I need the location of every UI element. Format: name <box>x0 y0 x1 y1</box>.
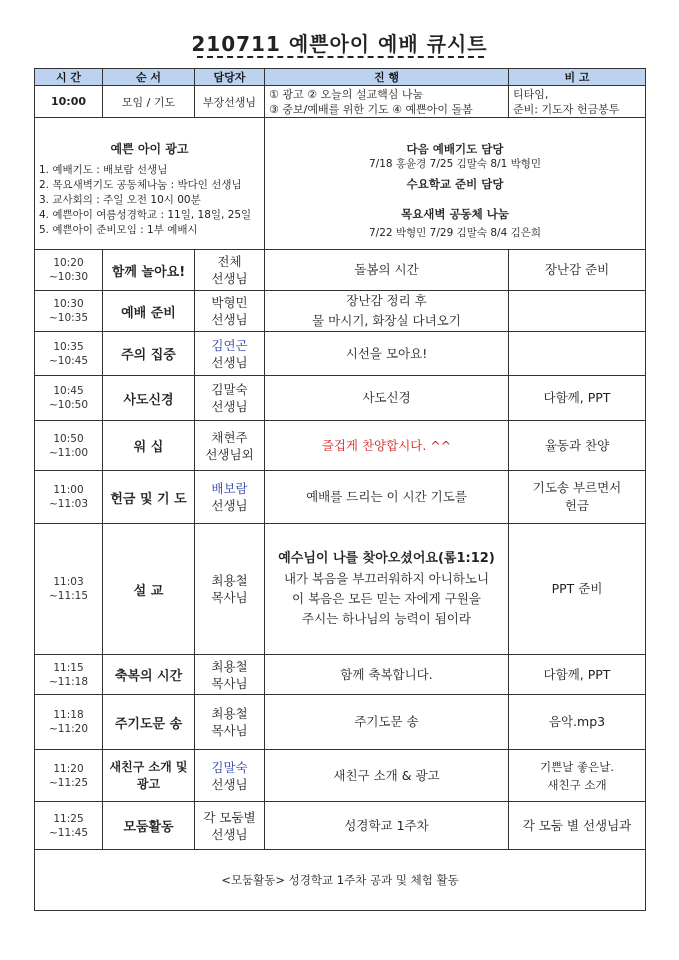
header-order: 순 서 <box>103 69 195 86</box>
row-time: 10:45 ~10:50 <box>35 376 103 421</box>
header-leader: 담당자 <box>195 69 265 86</box>
row-leader: 각 모둠별 선생님 <box>195 802 265 850</box>
notice-right <box>265 118 646 250</box>
opening-progress <box>265 86 509 118</box>
row-leader: 박형민 선생님 <box>195 291 265 332</box>
row-progress: 시선을 모아요! <box>265 332 509 376</box>
opening-leader: 부장선생님 <box>195 86 265 118</box>
footer-note: <모둠활동> 성경학교 1주차 공과 및 체험 활동 <box>35 850 646 911</box>
thu-dawn-line: 7/22 박형민 7/29 김말숙 8/4 김은희 <box>368 226 542 239</box>
row-time: 11:25 ~11:45 <box>35 802 103 850</box>
row-leader: 채현주 선생님외 <box>195 421 265 471</box>
row-note: PPT 준비 <box>509 524 646 655</box>
row-leader: 최용철 목사님 <box>195 695 265 750</box>
header-row <box>35 69 646 86</box>
row-time: 11:00 ~11:03 <box>35 471 103 524</box>
wed-school-title: 수요학교 준비 담당 <box>406 176 504 191</box>
table-row <box>35 376 646 421</box>
opening-note <box>509 86 646 118</box>
thu-dawn-title: 목요새벽 공동체 나눔 <box>401 206 509 221</box>
row-time: 10:30 ~10:35 <box>35 291 103 332</box>
header-time: 시 간 <box>35 69 103 86</box>
notice-left <box>35 118 265 250</box>
row-order: 예배 준비 <box>103 291 195 332</box>
row-progress: 즐겁게 찬양합시다. ^^ <box>265 421 509 471</box>
opening-time: 10:00 <box>35 86 103 118</box>
opening-order: 모임 / 기도 <box>103 86 195 118</box>
row-order: 모둠활동 <box>103 802 195 850</box>
table-row <box>35 695 646 750</box>
row-leader: 전체 선생님 <box>195 250 265 291</box>
sermon-title: 예수님이 나를 찾아오셨어요(롬1:12) <box>278 551 495 566</box>
table-row <box>35 421 646 471</box>
row-order: 워 십 <box>103 421 195 471</box>
row-note: 음악.mp3 <box>509 695 646 750</box>
table-row <box>35 750 646 802</box>
notice-item: 1. 예배기도 : 배보람 선생님 <box>39 163 168 176</box>
row-progress: 예배를 드리는 이 시간 기도를 <box>265 471 509 524</box>
row-leader: 김연곤 선생님 <box>195 332 265 376</box>
row-order: 주의 집중 <box>103 332 195 376</box>
table-row <box>35 471 646 524</box>
row-progress: 돌봄의 시간 <box>265 250 509 291</box>
row-order: 함께 놀아요! <box>103 250 195 291</box>
row-order: 새친구 소개 및 광고 <box>103 750 195 802</box>
row-note: 기쁜날 좋은날. 새친구 소개 <box>509 750 646 802</box>
table-row <box>35 524 646 655</box>
row-note <box>509 291 646 332</box>
row-time: 10:50 ~11:00 <box>35 421 103 471</box>
header-note: 비 고 <box>509 69 646 86</box>
row-progress: 성경학교 1주차 <box>265 802 509 850</box>
row-time: 10:20 ~10:30 <box>35 250 103 291</box>
opening-note-line1: 티타임, <box>513 87 549 101</box>
table-row <box>35 332 646 376</box>
opening-note-line2: 준비: 기도자 헌금봉투 <box>513 102 620 116</box>
table-row <box>35 802 646 850</box>
row-order: 축복의 시간 <box>103 655 195 695</box>
notice-item: 3. 교사회의 : 주일 오전 10시 00분 <box>39 193 201 206</box>
row-leader: 김말숙 선생님 <box>195 376 265 421</box>
notice-item: 5. 예쁜아이 준비모임 : 1부 예배시 <box>39 223 198 236</box>
row-progress: 새친구 소개 & 광고 <box>265 750 509 802</box>
opening-progress-line1: ① 광고 ② 오늘의 설교핵심 나눔 <box>269 87 424 101</box>
row-order: 설 교 <box>103 524 195 655</box>
page-title: 210711 예쁜아이 예배 큐시트 <box>191 32 488 56</box>
row-note: 율동과 찬양 <box>509 421 646 471</box>
row-leader: 최용철 목사님 <box>195 524 265 655</box>
table-row <box>35 250 646 291</box>
row-time: 10:35 ~10:45 <box>35 332 103 376</box>
header-progress: 진 행 <box>265 69 509 86</box>
row-leader: 최용철 목사님 <box>195 655 265 695</box>
row-note: 다함께, PPT <box>509 655 646 695</box>
row-note <box>509 332 646 376</box>
row-leader: 배보람 선생님 <box>195 471 265 524</box>
table-row <box>35 291 646 332</box>
row-progress: 사도신경 <box>265 376 509 421</box>
row-order: 사도신경 <box>103 376 195 421</box>
row-time: 11:03 ~11:15 <box>35 524 103 655</box>
row-time: 11:20 ~11:25 <box>35 750 103 802</box>
opening-progress-line2: ③ 중보/예배를 위한 기도 ④ 예쁜아이 돌봄 <box>269 102 473 116</box>
notice-item: 4. 예쁜아이 여름성경학교 : 11일, 18일, 25일 <box>39 208 252 221</box>
row-progress: 장난감 정리 후 물 마시기, 화장실 다녀오기 <box>265 291 509 332</box>
title-underline <box>197 56 484 58</box>
row-note: 기도송 부르면서 헌금 <box>509 471 646 524</box>
opening-row <box>35 86 646 118</box>
row-progress: 함께 축복합니다. <box>265 655 509 695</box>
row-note: 장난감 준비 <box>509 250 646 291</box>
prayer-duty-title: 다음 예배기도 담당 <box>406 141 504 156</box>
table-row <box>35 655 646 695</box>
row-order: 주기도문 송 <box>103 695 195 750</box>
row-leader: 김말숙 선생님 <box>195 750 265 802</box>
notice-row <box>35 118 646 250</box>
notice-title: 예쁜 아이 광고 <box>110 141 189 156</box>
row-order: 헌금 및 기 도 <box>103 471 195 524</box>
cue-sheet-table <box>34 68 646 911</box>
row-progress: 주기도문 송 <box>265 695 509 750</box>
notice-item: 2. 목요새벽기도 공동체나눔 : 박다인 선생님 <box>39 178 242 191</box>
prayer-duty-line: 7/18 홍윤경 7/25 김말숙 8/1 박형민 <box>368 157 542 170</box>
row-time: 11:18 ~11:20 <box>35 695 103 750</box>
row-progress: 예수님이 나를 찾아오셨어요(롬1:12) 내가 복음을 부끄러워하지 아니하노니 이 복음은 모든 믿는 자에게 구원을 주시는 하나님의 능력이 됨이라 <box>265 524 509 655</box>
row-time: 11:15 ~11:18 <box>35 655 103 695</box>
row-note: 다함께, PPT <box>509 376 646 421</box>
footer-row <box>35 850 646 911</box>
row-note: 각 모둠 별 선생님과 <box>509 802 646 850</box>
